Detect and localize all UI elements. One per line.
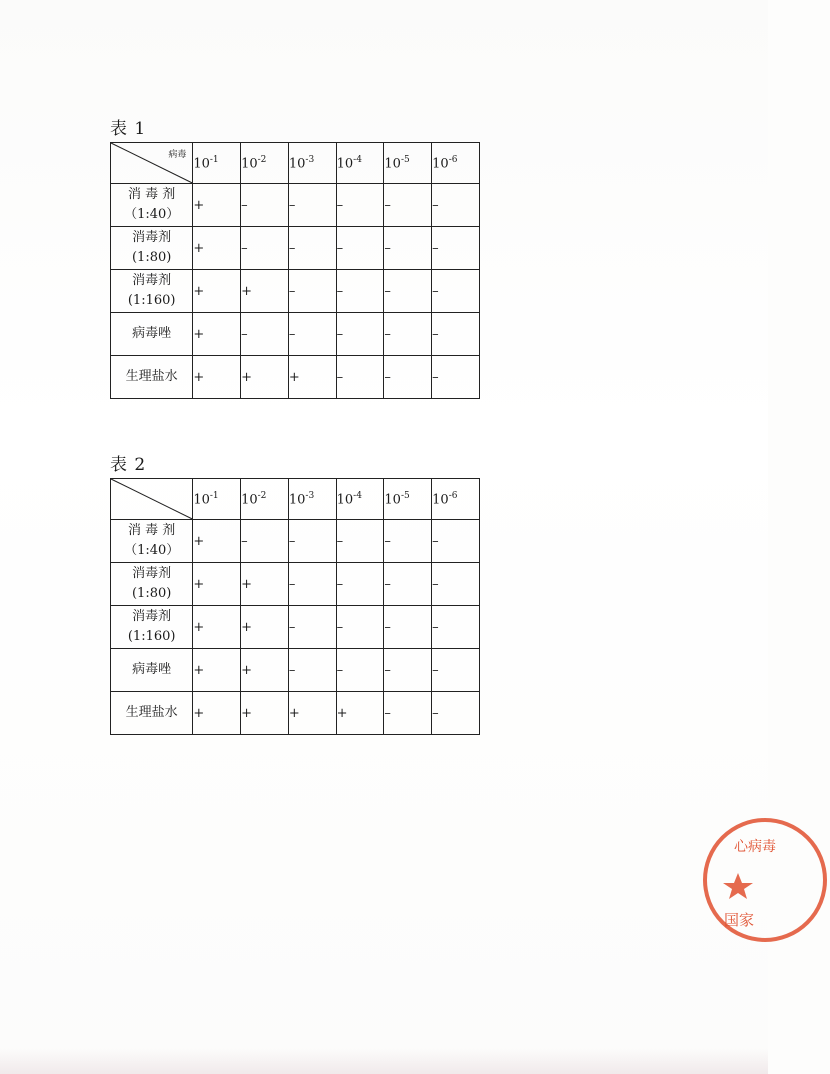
- result-cell: +: [193, 520, 241, 563]
- row-label: 消毒剂 (1:80): [111, 227, 193, 270]
- result-cell: –: [288, 606, 336, 649]
- diagonal-line: [111, 479, 192, 519]
- result-cell: –: [432, 356, 480, 399]
- result-cell: –: [288, 520, 336, 563]
- result-cell: –: [384, 227, 432, 270]
- table-row: [111, 692, 480, 735]
- row-label: 消 毒 剂 （1:40）: [111, 184, 193, 227]
- result-cell: –: [432, 184, 480, 227]
- result-cell: –: [288, 313, 336, 356]
- result-cell: +: [193, 313, 241, 356]
- table1-col-header: $10^{-4}$: [336, 143, 384, 184]
- seal-text-bottom: 国家: [724, 911, 755, 929]
- result-cell: –: [336, 649, 384, 692]
- row-label: 消 毒 剂 （1:40）: [111, 520, 193, 563]
- table2-col-header: $10^{-4}$: [336, 479, 384, 520]
- result-cell: –: [432, 270, 480, 313]
- result-cell: –: [336, 606, 384, 649]
- result-cell: –: [384, 563, 432, 606]
- result-cell: +: [193, 606, 241, 649]
- result-cell: –: [288, 227, 336, 270]
- result-cell: –: [288, 649, 336, 692]
- result-cell: –: [432, 649, 480, 692]
- row-label: 消毒剂 (1:160): [111, 606, 193, 649]
- table1-col-header: $10^{-3}$: [288, 143, 336, 184]
- result-cell: –: [336, 184, 384, 227]
- result-cell: –: [288, 563, 336, 606]
- table1: [110, 142, 480, 399]
- row-label: 病毒唑: [111, 649, 193, 692]
- result-cell: +: [193, 563, 241, 606]
- table2-col-header: $10^{-2}$: [241, 479, 289, 520]
- table1-corner-label: 病毒: [168, 150, 187, 160]
- result-cell: +: [193, 356, 241, 399]
- table2-caption: 表 2: [110, 455, 147, 475]
- table2-col-header: $10^{-1}$: [193, 479, 241, 520]
- table-row: [111, 184, 480, 227]
- result-cell: –: [384, 270, 432, 313]
- result-cell: +: [241, 356, 289, 399]
- table1-caption: 表 1: [110, 119, 147, 139]
- row-label: 消毒剂 (1:80): [111, 563, 193, 606]
- scan-edge-shading: [0, 1048, 768, 1074]
- table1-corner-cell: [111, 143, 193, 184]
- row-label: 消毒剂 (1:160): [111, 270, 193, 313]
- result-cell: –: [432, 692, 480, 735]
- result-cell: +: [288, 356, 336, 399]
- table1-col-header: $10^{-2}$: [241, 143, 289, 184]
- table1-header-row: [111, 143, 480, 184]
- result-cell: –: [384, 520, 432, 563]
- table-row: [111, 520, 480, 563]
- table1-col-header: $10^{-6}$: [432, 143, 480, 184]
- table-row: [111, 649, 480, 692]
- result-cell: –: [384, 356, 432, 399]
- result-cell: –: [432, 606, 480, 649]
- table-row: [111, 606, 480, 649]
- result-cell: +: [193, 649, 241, 692]
- row-label: 病毒唑: [111, 313, 193, 356]
- result-cell: +: [193, 270, 241, 313]
- result-cell: –: [432, 227, 480, 270]
- result-cell: +: [241, 270, 289, 313]
- result-cell: +: [193, 692, 241, 735]
- table-row: [111, 563, 480, 606]
- row-label: 生理盐水: [111, 692, 193, 735]
- result-cell: –: [432, 563, 480, 606]
- result-cell: +: [241, 692, 289, 735]
- result-cell: –: [336, 227, 384, 270]
- result-cell: +: [193, 227, 241, 270]
- result-cell: –: [384, 184, 432, 227]
- result-cell: –: [241, 520, 289, 563]
- table2-col-header: $10^{-5}$: [384, 479, 432, 520]
- table2-corner-cell: [111, 479, 193, 520]
- table-row: [111, 356, 480, 399]
- result-cell: –: [241, 184, 289, 227]
- result-cell: +: [288, 692, 336, 735]
- result-cell: –: [288, 270, 336, 313]
- result-cell: –: [384, 692, 432, 735]
- result-cell: +: [241, 649, 289, 692]
- result-cell: –: [432, 520, 480, 563]
- result-cell: +: [241, 606, 289, 649]
- table-row: [111, 313, 480, 356]
- result-cell: –: [432, 313, 480, 356]
- result-cell: –: [241, 313, 289, 356]
- result-cell: +: [193, 184, 241, 227]
- table2: [110, 478, 480, 735]
- result-cell: +: [241, 563, 289, 606]
- table2-header-row: [111, 479, 480, 520]
- result-cell: –: [288, 184, 336, 227]
- seal-text-top: 心病毒: [734, 839, 776, 855]
- table2-col-header: $10^{-6}$: [432, 479, 480, 520]
- table1-col-header: $10^{-1}$: [193, 143, 241, 184]
- result-cell: –: [336, 313, 384, 356]
- result-cell: –: [336, 563, 384, 606]
- table2-col-header: $10^{-3}$: [288, 479, 336, 520]
- result-cell: –: [384, 313, 432, 356]
- row-label: 生理盐水: [111, 356, 193, 399]
- result-cell: –: [336, 270, 384, 313]
- table-row: [111, 227, 480, 270]
- star-icon: [723, 873, 753, 899]
- table-row: [111, 270, 480, 313]
- table1-col-header: $10^{-5}$: [384, 143, 432, 184]
- result-cell: –: [336, 356, 384, 399]
- result-cell: –: [336, 520, 384, 563]
- official-seal-stamp: [700, 815, 830, 945]
- result-cell: –: [384, 606, 432, 649]
- result-cell: –: [384, 649, 432, 692]
- result-cell: –: [241, 227, 289, 270]
- result-cell: +: [336, 692, 384, 735]
